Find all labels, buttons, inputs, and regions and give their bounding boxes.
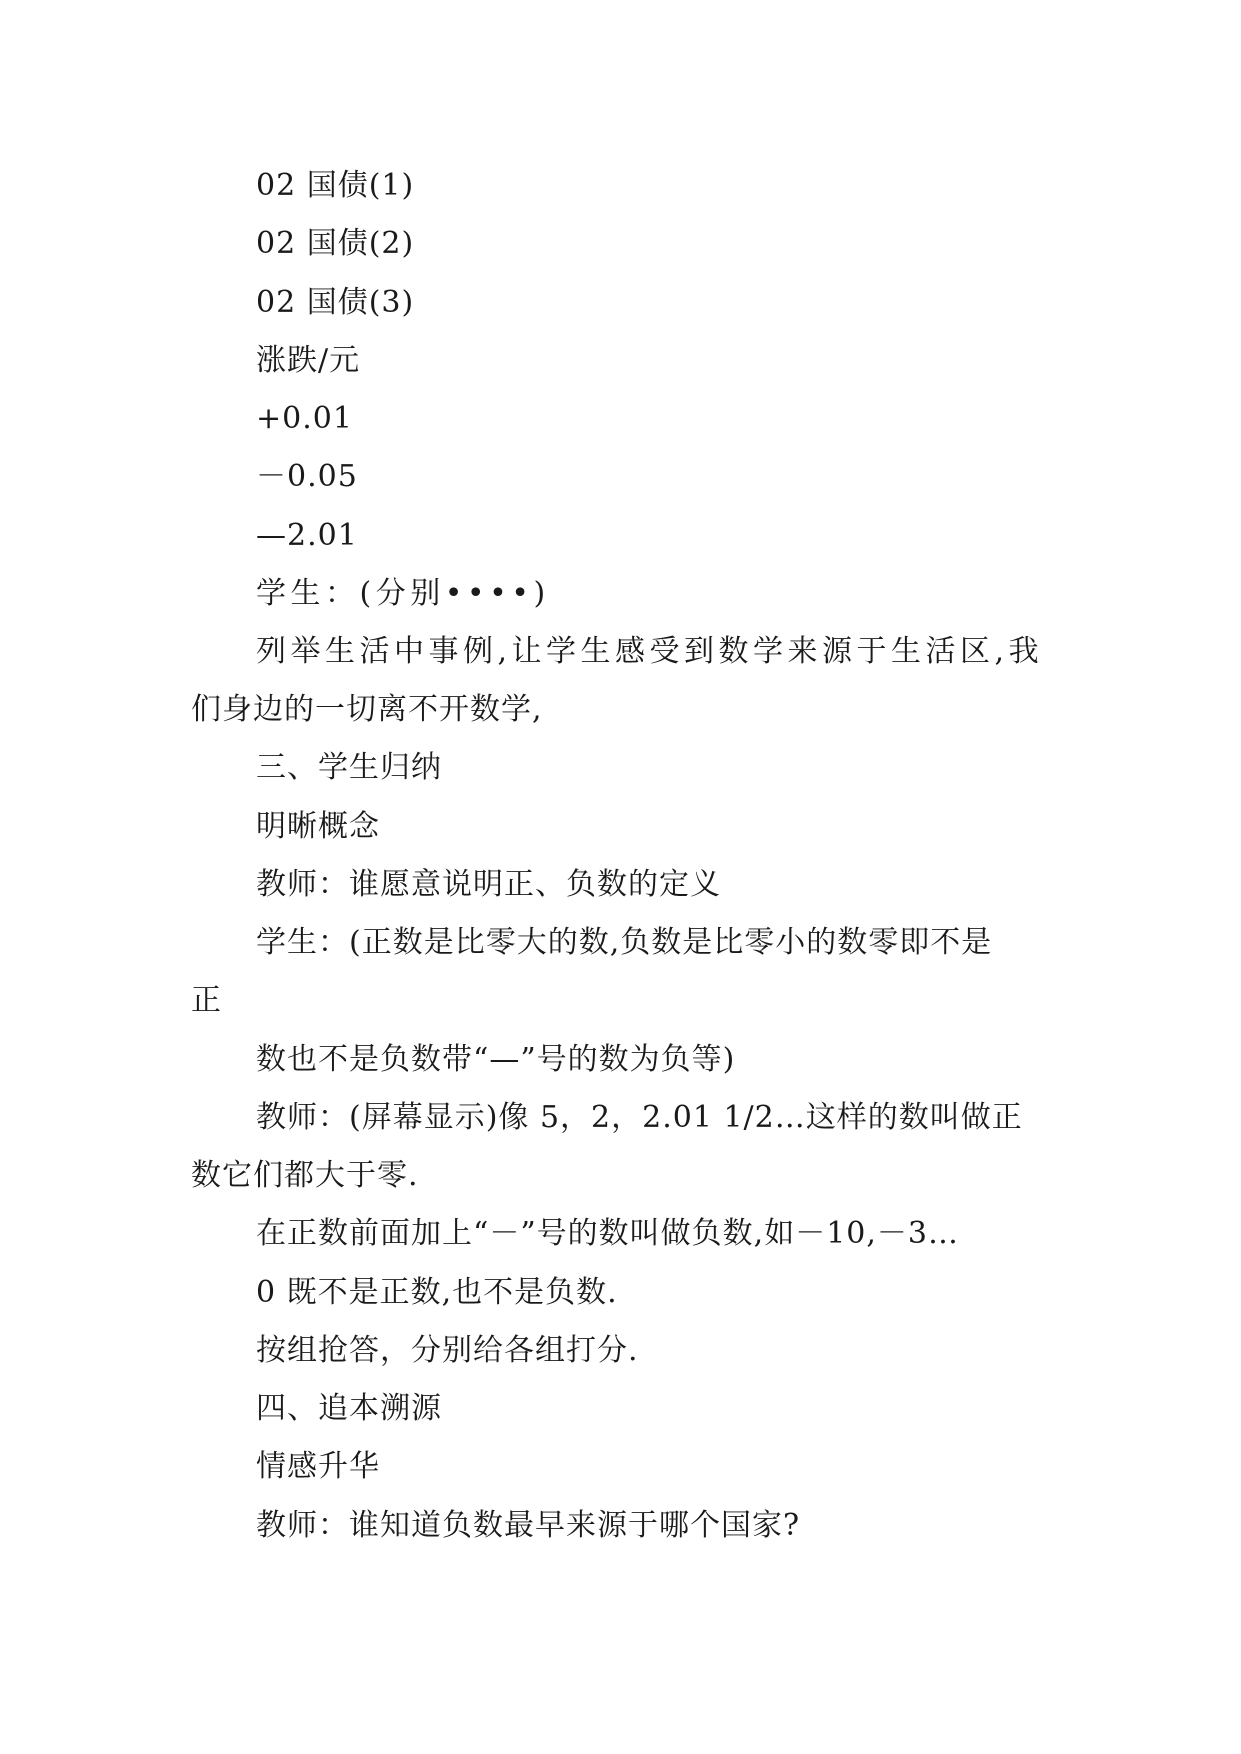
text-line: 学生：(正数是比零大的数,负数是比零小的数零即不是 [256,925,993,960]
section-heading: 四、追本溯源 [256,1391,442,1426]
text-line: 列举生活中事例,让学生感受到数学来源于生活区,我 [256,634,1044,669]
text-line: 明晰概念 [256,809,380,844]
text-line: +0.01 [256,401,353,436]
text-line: 学生：(分别••••) [256,576,550,611]
text-line: 02 国债(2) [256,226,415,261]
text-line: 教师：谁愿意说明正、负数的定义 [256,867,721,902]
text-line: 们身边的一切离不开数学, [191,692,543,727]
text-line: 数它们都大于零. [191,1158,419,1193]
section-heading: 三、学生归纳 [256,750,442,785]
text-line: 情感升华 [256,1449,380,1484]
text-line: 02 国债(1) [256,168,415,203]
text-line: —2.01 [256,518,358,553]
text-line: 正 [191,983,222,1018]
text-line: 0 既不是正数,也不是负数. [256,1275,618,1310]
text-line: 在正数前面加上“－”号的数叫做负数,如－10,－3… [256,1216,960,1251]
text-line: －0.05 [256,459,358,494]
text-line: 02 国债(3) [256,285,415,320]
text-line: 教师：(屏幕显示)像 5，2，2.01 1/2…这样的数叫做正 [256,1100,1023,1135]
text-line: 涨跌/元 [256,343,361,378]
text-line: 教师：谁知道负数最早来源于哪个国家? [256,1508,801,1543]
text-line: 数也不是负数带“—”号的数为负等) [256,1042,736,1077]
text-line: 按组抢答，分别给各组打分. [256,1333,639,1368]
